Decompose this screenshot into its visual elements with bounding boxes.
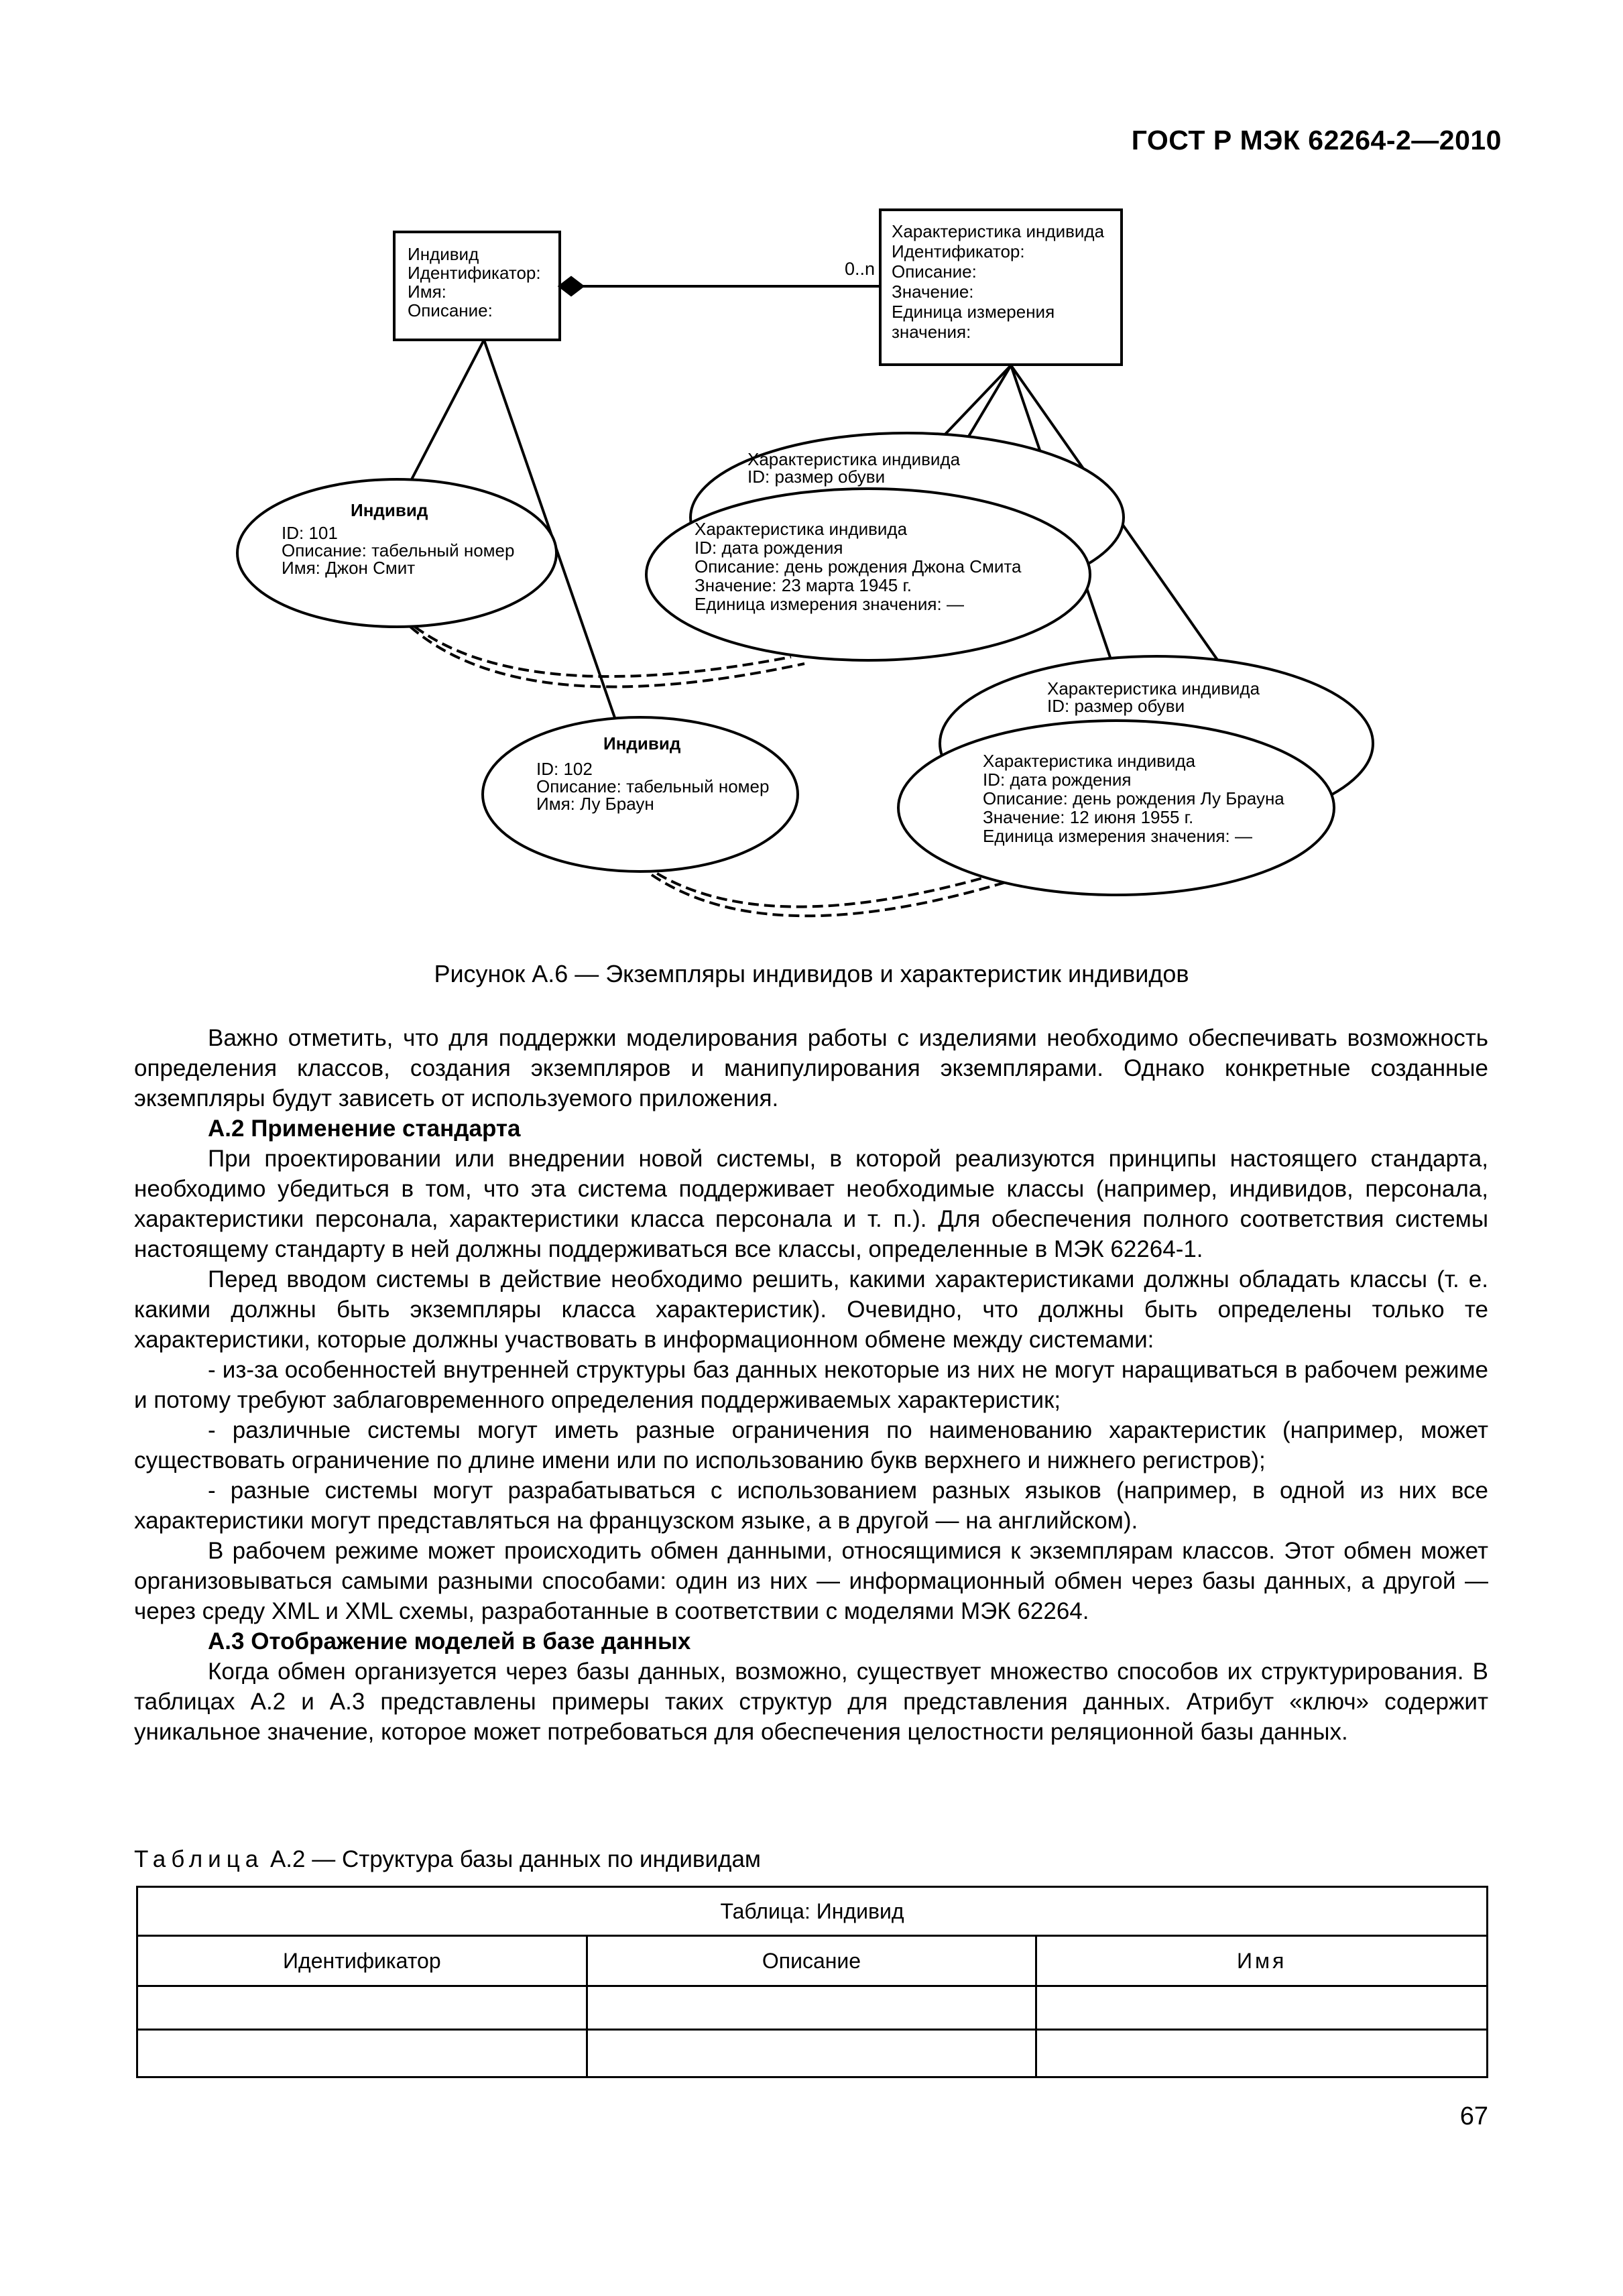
svg-text:Характеристика индивида: Характеристика индивида <box>695 519 908 539</box>
section-heading-a3: А.3 Отображение моделей в базе данных <box>208 1628 691 1654</box>
svg-text:Идентификатор:: Идентификатор: <box>408 263 541 283</box>
svg-text:ID: размер обуви: ID: размер обуви <box>747 467 886 487</box>
document-header: ГОСТ Р МЭК 62264-2—2010 <box>1131 125 1502 156</box>
table-title-text: А.2 — Структура базы данных по индивидам <box>263 1846 761 1872</box>
paragraph: При проектировании или внедрении новой системы, в которой реализуются принципы настоящего стандарта, необходимо убедиться в том, что эта система поддерживает необходимые классы (например, индивидов, персонала, характеристики персонала, характеристики класса персонала и т. п.). Для обеспечения полного соответствия системы настоящему стандарту в ней должны поддерживаться все классы, определенные в МЭК 62264-1. <box>134 1146 1488 1262</box>
svg-text:ID: дата рождения: ID: дата рождения <box>983 770 1132 790</box>
svg-text:Описание:: Описание: <box>408 300 493 320</box>
instance-diagram <box>0 0 1623 952</box>
svg-text:Характеристика индивида: Характеристика индивида <box>747 449 961 469</box>
list-item: - различные системы могут иметь разные ограничения по наименованию характеристик (например, может существовать ограничение по длине имени или по использованию букв верхнего и нижнего регистров); <box>134 1417 1488 1473</box>
list-item: - из-за особенностей внутренней структуры баз данных некоторые из них не могут наращиваться в рабочем режиме и потому требуют заблаговременного определения поддерживаемых характеристик; <box>134 1357 1488 1413</box>
svg-text:ID: 102: ID: 102 <box>536 759 593 779</box>
svg-text:ID: дата рождения: ID: дата рождения <box>695 538 843 558</box>
column-header: Описание <box>587 1936 1036 1986</box>
paragraph: В рабочем режиме может происходить обмен данными, относящимися к экземплярам классов. Этот обмен может организовываться самыми разными способами: один из них — информационный обмен через базы данных, а другой — через среду XML и XML схемы, разработанные в соответствии с моделями МЭК 62264. <box>134 1538 1488 1624</box>
svg-text:Описание: табельный номер: Описание: табельный номер <box>282 540 515 560</box>
svg-text:Индивид: Индивид <box>408 244 479 264</box>
paragraph: Когда обмен организуется через базы данных, возможно, существует множество способов их структурирования. В таблицах А.2 и А.3 представлены примеры таких структур для представления данных. Атрибут «ключ» содержит уникальное значение, которое может потребоваться для обеспечения целостности реляционной базы данных. <box>134 1658 1488 1745</box>
table-cell <box>587 1986 1036 2030</box>
svg-text:Характеристика индивида: Характеристика индивида <box>1047 678 1260 699</box>
column-header: Идентификатор <box>137 1936 587 1986</box>
svg-text:Характеристика индивида: Характеристика индивида <box>983 751 1196 771</box>
table-caption-cell: Таблица: Индивид <box>137 1887 1488 1936</box>
svg-text:Характеристика индивида: Характеристика индивида <box>892 221 1105 241</box>
page-number: 67 <box>1459 2102 1488 2130</box>
table-title-prefix: Таблица <box>134 1846 264 1872</box>
svg-text:Индивид: Индивид <box>603 733 681 753</box>
table-cell <box>1036 2030 1488 2077</box>
svg-text:ID: 101: ID: 101 <box>282 523 338 543</box>
svg-text:Единица измерения значения: —: Единица измерения значения: — <box>983 826 1252 846</box>
table-row <box>137 2030 1488 2077</box>
section-heading-a2: А.2 Применение стандарта <box>208 1115 521 1142</box>
svg-text:Описание: табельный номер: Описание: табельный номер <box>536 776 770 796</box>
multiplicity-label: 0..n <box>845 259 876 279</box>
column-header: Имя <box>1036 1936 1488 1986</box>
svg-text:Идентификатор:: Идентификатор: <box>892 241 1025 261</box>
paragraph: Перед вводом системы в действие необходимо решить, какими характеристиками должны обладать классы (т. е. какими должны быть экземпляры класса характеристик). Очевидно, что должны быть определены только те характеристики, которые должны участвовать в информационном обмене между системами: <box>134 1266 1488 1353</box>
svg-text:Имя:: Имя: <box>408 282 446 302</box>
svg-text:Описание: день рождения Лу Бра: Описание: день рождения Лу Брауна <box>983 788 1284 808</box>
svg-text:Имя: Лу Браун: Имя: Лу Браун <box>536 794 654 814</box>
svg-text:Описание: день рождения Джона: Описание: день рождения Джона Смита <box>695 556 1022 577</box>
svg-text:Единица измерения значения: —: Единица измерения значения: — <box>695 594 964 614</box>
table-cell <box>137 1986 587 2030</box>
table-cell <box>1036 1986 1488 2030</box>
composition-diamond <box>560 278 583 295</box>
table-cell <box>137 2030 587 2077</box>
svg-text:ID: размер обуви: ID: размер обуви <box>1047 696 1185 716</box>
list-item: - разные системы могут разрабатываться с использованием разных языков (например, в одной из них все характеристики могут представляться на французском языке, а в другой — на английском). <box>134 1477 1488 1534</box>
svg-text:Значение: 23 марта 1945 г.: Значение: 23 марта 1945 г. <box>695 575 912 595</box>
svg-text:значения:: значения: <box>892 322 971 342</box>
svg-text:Описание:: Описание: <box>892 261 977 282</box>
svg-text:Значение: 12 июня 1955 г.: Значение: 12 июня 1955 г. <box>983 807 1194 827</box>
table-row <box>137 1986 1488 2030</box>
svg-text:Единица измерения: Единица измерения <box>892 302 1055 322</box>
svg-text:Имя: Джон Смит: Имя: Джон Смит <box>282 558 416 578</box>
svg-text:Индивид: Индивид <box>351 500 428 520</box>
paragraph: Важно отметить, что для поддержки моделирования работы с изделиями необходимо обеспечивать возможность определения классов, создания экземпляров и манипулирования экземплярами. Однако конкретные созданные экземпляры будут зависеть от используемого приложения. <box>134 1025 1488 1111</box>
table-cell <box>587 2030 1036 2077</box>
table-title <box>134 1846 761 1873</box>
svg-text:Значение:: Значение: <box>892 282 974 302</box>
figure-caption: Рисунок А.6 — Экземпляры индивидов и характеристик индивидов <box>434 960 1189 987</box>
body-text <box>134 1023 1488 1747</box>
table-individual <box>136 1886 1488 2078</box>
